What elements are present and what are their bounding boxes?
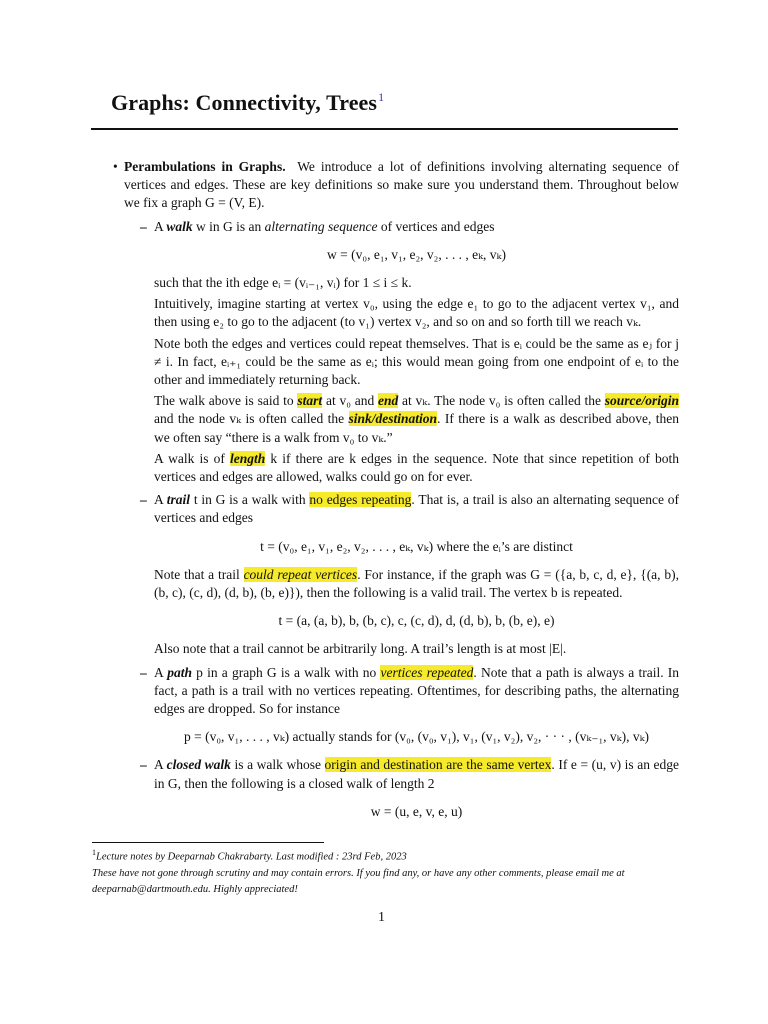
- page-number: 1: [378, 910, 385, 925]
- walk-line-1: such that the ith edge eᵢ = (vᵢ₋₁, vᵢ) for 1 ≤ i ≤ k.: [154, 275, 412, 291]
- highlight-no-edges-repeating: no edges repeating: [309, 492, 412, 508]
- section-heading: Perambulations in Graphs.: [124, 159, 286, 174]
- definition-closed-walk: [109, 756, 679, 821]
- path-definition-line: A path p in a graph G is a walk with no vertices repeated. Note that a path is always a trail. In fact, a path is a trail with no vertices repeating. Oftentimes, for describing paths, the alternating edges are dropped. So for instance: [154, 664, 679, 717]
- walk-line-4: The walk above is said to start at v₀ and end at vₖ. The node v₀ is often called the source/origin and the node vₖ is often called the sink/destination. If there is a walk as described above, then we often say “there is a walk from v₀ to vₖ.”: [154, 393, 680, 445]
- closed-walk-definition-line: A closed walk is a walk whose origin and destination are the same vertex. If e = (u, v) is an edge in G, then the following is a closed walk of length 2: [154, 757, 680, 791]
- path-equation: p = (v₀, v₁, . . . , vₖ) actually stands for (v₀, (v₀, v₁), v₁, (v₁, v₂), v₂, · · · , (vₖ₋₁, vₖ), vₖ): [183, 729, 650, 745]
- footnote: [92, 845, 678, 898]
- dash-marker: –: [140, 664, 147, 680]
- highlight-sink-destination: sink/destination: [348, 411, 438, 427]
- highlight-source-origin: source/origin: [604, 393, 680, 409]
- trail-term: trail: [166, 492, 191, 508]
- closed-walk-term: closed walk: [166, 757, 231, 773]
- footnote-line-2: These have not gone through scrutiny and may contain errors. If you find any, or have any other comments, please email me at deeparnab@dartmouth.edu. Highly appreciated!: [92, 867, 625, 895]
- walk-line-3: Note both the edges and vertices could repeat themselves. That is eᵢ could be the same as eⱼ for j ≠ i. In fact, eᵢ₊₁ could be the same as eᵢ; this would mean going from one endpoint of eᵢ to the other and immediately returning back.: [154, 335, 679, 388]
- trail-example-equation: t = (a, (a, b), b, (b, c), c, (c, d), d, (d, b), b, (b, e), e): [278, 613, 555, 629]
- highlight-start: start: [297, 393, 323, 409]
- title-footnote-mark[interactable]: 1: [378, 90, 385, 104]
- highlight-vertices-repeated: vertices repeated: [380, 664, 474, 680]
- trail-note: Note that a trail could repeat vertices. For instance, if the graph was G = ({a, b, c, d, e}, {(a, b), (b, c), (c, d), (d, b), (b, e)}), then the following is a valid trail. The vertex b is repeated.: [154, 566, 680, 601]
- title-text: Graphs: Connectivity, Trees: [111, 90, 378, 115]
- definition-walk: [109, 218, 679, 487]
- footnote-mark: 1: [92, 848, 96, 857]
- dash-marker: –: [140, 218, 147, 234]
- page-title: [111, 90, 384, 116]
- bullet-icon: •: [113, 159, 118, 174]
- highlight-could-repeat-vertices: could repeat vertices: [243, 566, 358, 582]
- trail-note-2: Also note that a trail cannot be arbitrarily long. A trail’s length is at most |E|.: [154, 641, 567, 657]
- title-rule: [91, 128, 678, 130]
- definition-trail: [109, 491, 679, 658]
- highlight-end: end: [378, 393, 399, 409]
- highlight-length: length: [229, 450, 266, 466]
- walk-definition-line: A walk w in G is an alternating sequence of vertices and edges: [154, 218, 495, 234]
- walk-line-5: A walk is of length k if there are k edges in the sequence. Note that since repetition of both vertices and edges are allowed, walks could go on for ever.: [154, 450, 680, 485]
- main-content: [109, 158, 679, 831]
- trail-equation: t = (v₀, e₁, v₁, e₂, v₂, . . . , eₖ, vₖ) where the eᵢ’s are distinct: [260, 538, 573, 554]
- trail-definition-line: A trail t in G is a walk with no edges repeating. That is, a trail is also an alternating sequence of vertices and edges: [154, 492, 679, 526]
- path-term: path: [167, 664, 192, 680]
- section-intro: [124, 158, 679, 213]
- dash-marker: –: [140, 757, 147, 773]
- dash-marker: –: [140, 492, 147, 508]
- footnote-rule: [92, 842, 324, 843]
- definition-path: [109, 664, 679, 747]
- bullet-item-perambulations: [109, 158, 679, 213]
- closed-walk-equation: w = (u, e, v, e, u): [370, 803, 463, 819]
- walk-equation: w = (v₀, e₁, v₁, e₂, v₂, . . . , eₖ, vₖ): [327, 246, 506, 262]
- walk-line-2: Intuitively, imagine starting at vertex v₀, using the edge e₁ to go to the adjacent vertex v₁, and then using e₂ to go to the adjacent (to v₁) vertex v₂, and so on and so forth till we reach vₖ.: [154, 296, 679, 330]
- section-intro-text: We introduce a lot of definitions involving alternating sequence of vertices and edges. These are key definitions so make sure you understand them. Throughout below we fix a graph G = (V, E).: [124, 159, 679, 211]
- walk-term: walk: [166, 218, 193, 234]
- footnote-line-1: $^1$Lecture notes by Deeparnab Chakrabarty. Last modified : 23rd Feb, 2023: [92, 848, 407, 863]
- highlight-origin-destination: origin and destination are the same vertex: [324, 757, 552, 773]
